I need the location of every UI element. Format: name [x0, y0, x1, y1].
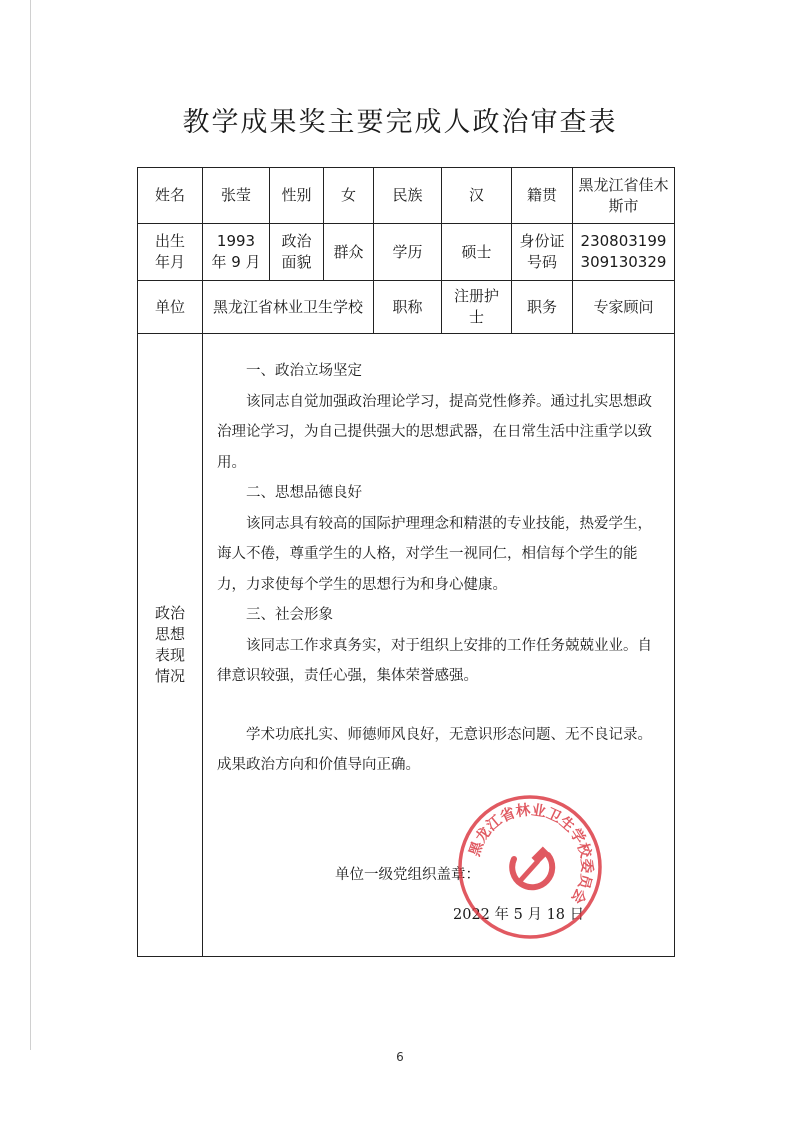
form-row-basic: [138, 168, 675, 224]
scan-margin-line: [30, 0, 31, 1050]
political-value: 群众: [324, 224, 374, 281]
birth-label: 出生年月: [138, 224, 203, 281]
ethnicity-value: 汉: [442, 168, 512, 224]
heading-social-image: 三、社会形象: [246, 607, 333, 623]
form-row-personal: [138, 224, 675, 281]
birth-value: 1993 年 9 月: [203, 224, 270, 281]
name-value: 张莹: [203, 168, 270, 224]
paragraph-conclusion: 学术功底扎实、师德师风良好，无意识形态问题、无不良记录。成果政治方向和价值导向正确。: [217, 726, 652, 773]
paragraph-social-image: 该同志工作求真务实，对于组织上安排的工作任务兢兢业业。自律意识较强，责任心强，集体荣誉感强。: [217, 637, 652, 684]
position-value: 专家顾问: [573, 281, 675, 334]
paragraph-gap: [217, 692, 660, 720]
heading-political-stance: 一、政治立场坚定: [246, 363, 362, 379]
section-label-line: 表现: [154, 646, 185, 664]
section-label-line: 情况: [154, 667, 185, 685]
paragraph-political-stance: 该同志自觉加强政治理论学习，提高党性修养。通过扎实思想政治理论学习，为自己提供强大的思想武器，在日常生活中注重学以致用。: [217, 393, 652, 471]
section-label: [138, 334, 203, 957]
name-label: 姓名: [138, 168, 203, 224]
unit-label: 单位: [138, 281, 203, 334]
form-row-work: [138, 281, 675, 334]
ethnicity-label: 民族: [374, 168, 442, 224]
page-title: 教学成果奖主要完成人政治审查表: [182, 107, 618, 138]
job-title-label: 职称: [374, 281, 442, 334]
section-label-line: 思想: [154, 625, 185, 643]
heading-moral-character: 二、思想品德良好: [246, 485, 362, 501]
position-label: 职务: [512, 281, 573, 334]
political-label: 政治面貌: [270, 224, 324, 281]
svg-text:黑龙江省林业卫生学校委员会: 黑龙江省林业卫生学校委员会: [467, 802, 595, 907]
gender-value: 女: [324, 168, 374, 224]
hammer-sickle-icon: [512, 847, 552, 888]
page-number: 6: [396, 1050, 404, 1064]
native-place-label: 籍贯: [512, 168, 573, 224]
unit-value: 黑龙江省林业卫生学校: [203, 281, 374, 334]
job-title-value: 注册护士: [442, 281, 512, 334]
education-value: 硕士: [442, 224, 512, 281]
paragraph-moral-character: 该同志具有较高的国际护理理念和精湛的专业技能，热爱学生，诲人不倦，尊重学生的人格，对学生一视同仁，相信每个学生的能力，力求使每个学生的思想行为和身心健康。: [217, 515, 652, 593]
education-label: 学历: [374, 224, 442, 281]
id-number-label: 身份证号码: [512, 224, 573, 281]
sign-date: 2022 年 5 月 18 日: [453, 907, 585, 923]
section-label-line: 政治: [154, 604, 185, 622]
gender-label: 性别: [270, 168, 324, 224]
id-number-value: 230803199309130329: [573, 224, 675, 281]
party-seal-label: 单位一级党组织盖章：: [335, 867, 480, 883]
official-seal: [456, 793, 604, 941]
native-place-value: 黑龙江省佳木斯市: [573, 168, 675, 224]
